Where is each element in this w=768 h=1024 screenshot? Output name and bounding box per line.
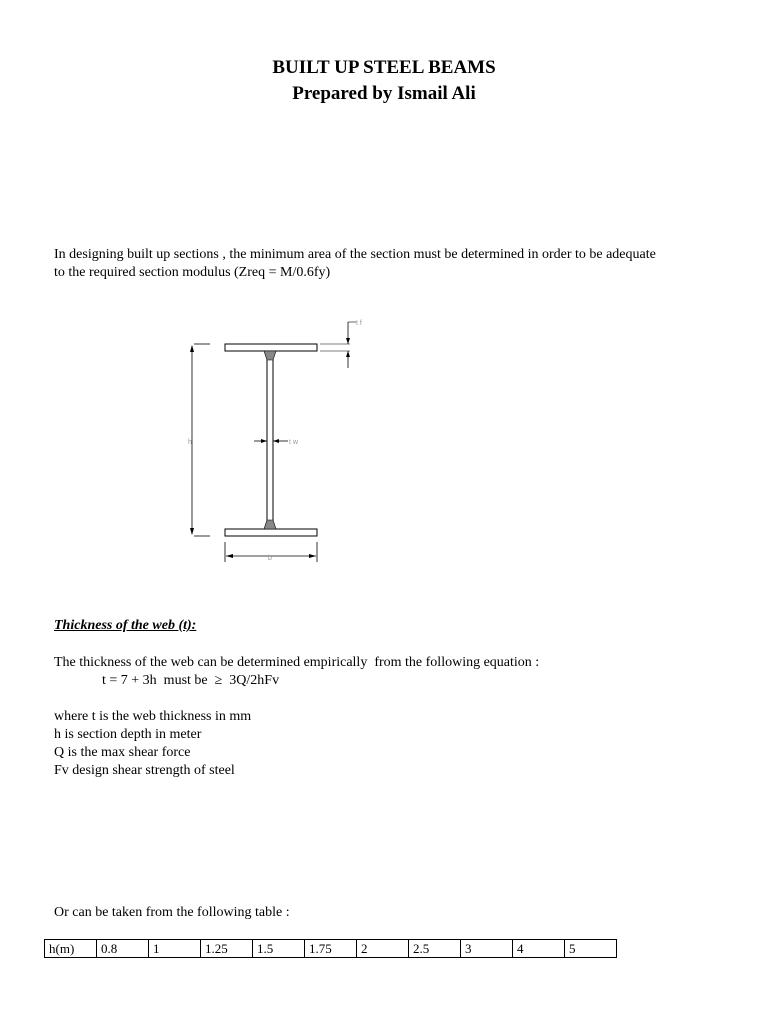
i-beam-diagram bbox=[180, 310, 380, 570]
document-subtitle: Prepared by Ismail Ali bbox=[292, 83, 476, 104]
body-line: The thickness of the web can be determined empirically from the following equation : bbox=[54, 655, 540, 670]
table-cell: 5 bbox=[565, 940, 617, 958]
table-cell: 1.75 bbox=[305, 940, 357, 958]
top-weld bbox=[264, 351, 276, 360]
label-tw: t w bbox=[289, 439, 298, 446]
label-tf: t f bbox=[356, 320, 362, 327]
table-cell: 0.8 bbox=[97, 940, 149, 958]
equation: t = 7 + 3h must be ≥ 3Q/2hFv bbox=[102, 673, 280, 688]
table-cell: 1 bbox=[149, 940, 201, 958]
table-cell: 4 bbox=[513, 940, 565, 958]
document-title: BUILT UP STEEL BEAMS bbox=[272, 57, 496, 78]
section-heading: Thickness of the web (t): bbox=[54, 618, 197, 633]
table-cell: 1.25 bbox=[201, 940, 253, 958]
table-cell: 2 bbox=[357, 940, 409, 958]
table-cell: 3 bbox=[461, 940, 513, 958]
intro-line-2: to the required section modulus (Zreq = M/0.6fy) bbox=[54, 265, 331, 280]
label-h: h bbox=[188, 439, 192, 446]
bottom-weld bbox=[264, 520, 276, 529]
table-row bbox=[45, 940, 617, 958]
definition-line: h is section depth in meter bbox=[54, 727, 202, 742]
definition-line: where t is the web thickness in mm bbox=[54, 709, 252, 724]
depth-table bbox=[44, 939, 617, 958]
table-header-cell: h(m) bbox=[45, 940, 97, 958]
web bbox=[267, 351, 273, 529]
definition-line: Fv design shear strength of steel bbox=[54, 763, 235, 778]
table-intro: Or can be taken from the following table : bbox=[54, 905, 290, 920]
top-flange bbox=[225, 344, 317, 351]
intro-line-1: In designing built up sections , the minimum area of the section must be determined in order to be adequate bbox=[54, 247, 656, 262]
table-cell: 2.5 bbox=[409, 940, 461, 958]
bottom-flange bbox=[225, 529, 317, 536]
intro-paragraph bbox=[54, 246, 734, 282]
definition-line: Q is the max shear force bbox=[54, 745, 191, 760]
label-b: b bbox=[268, 555, 272, 562]
table-cell: 1.5 bbox=[253, 940, 305, 958]
